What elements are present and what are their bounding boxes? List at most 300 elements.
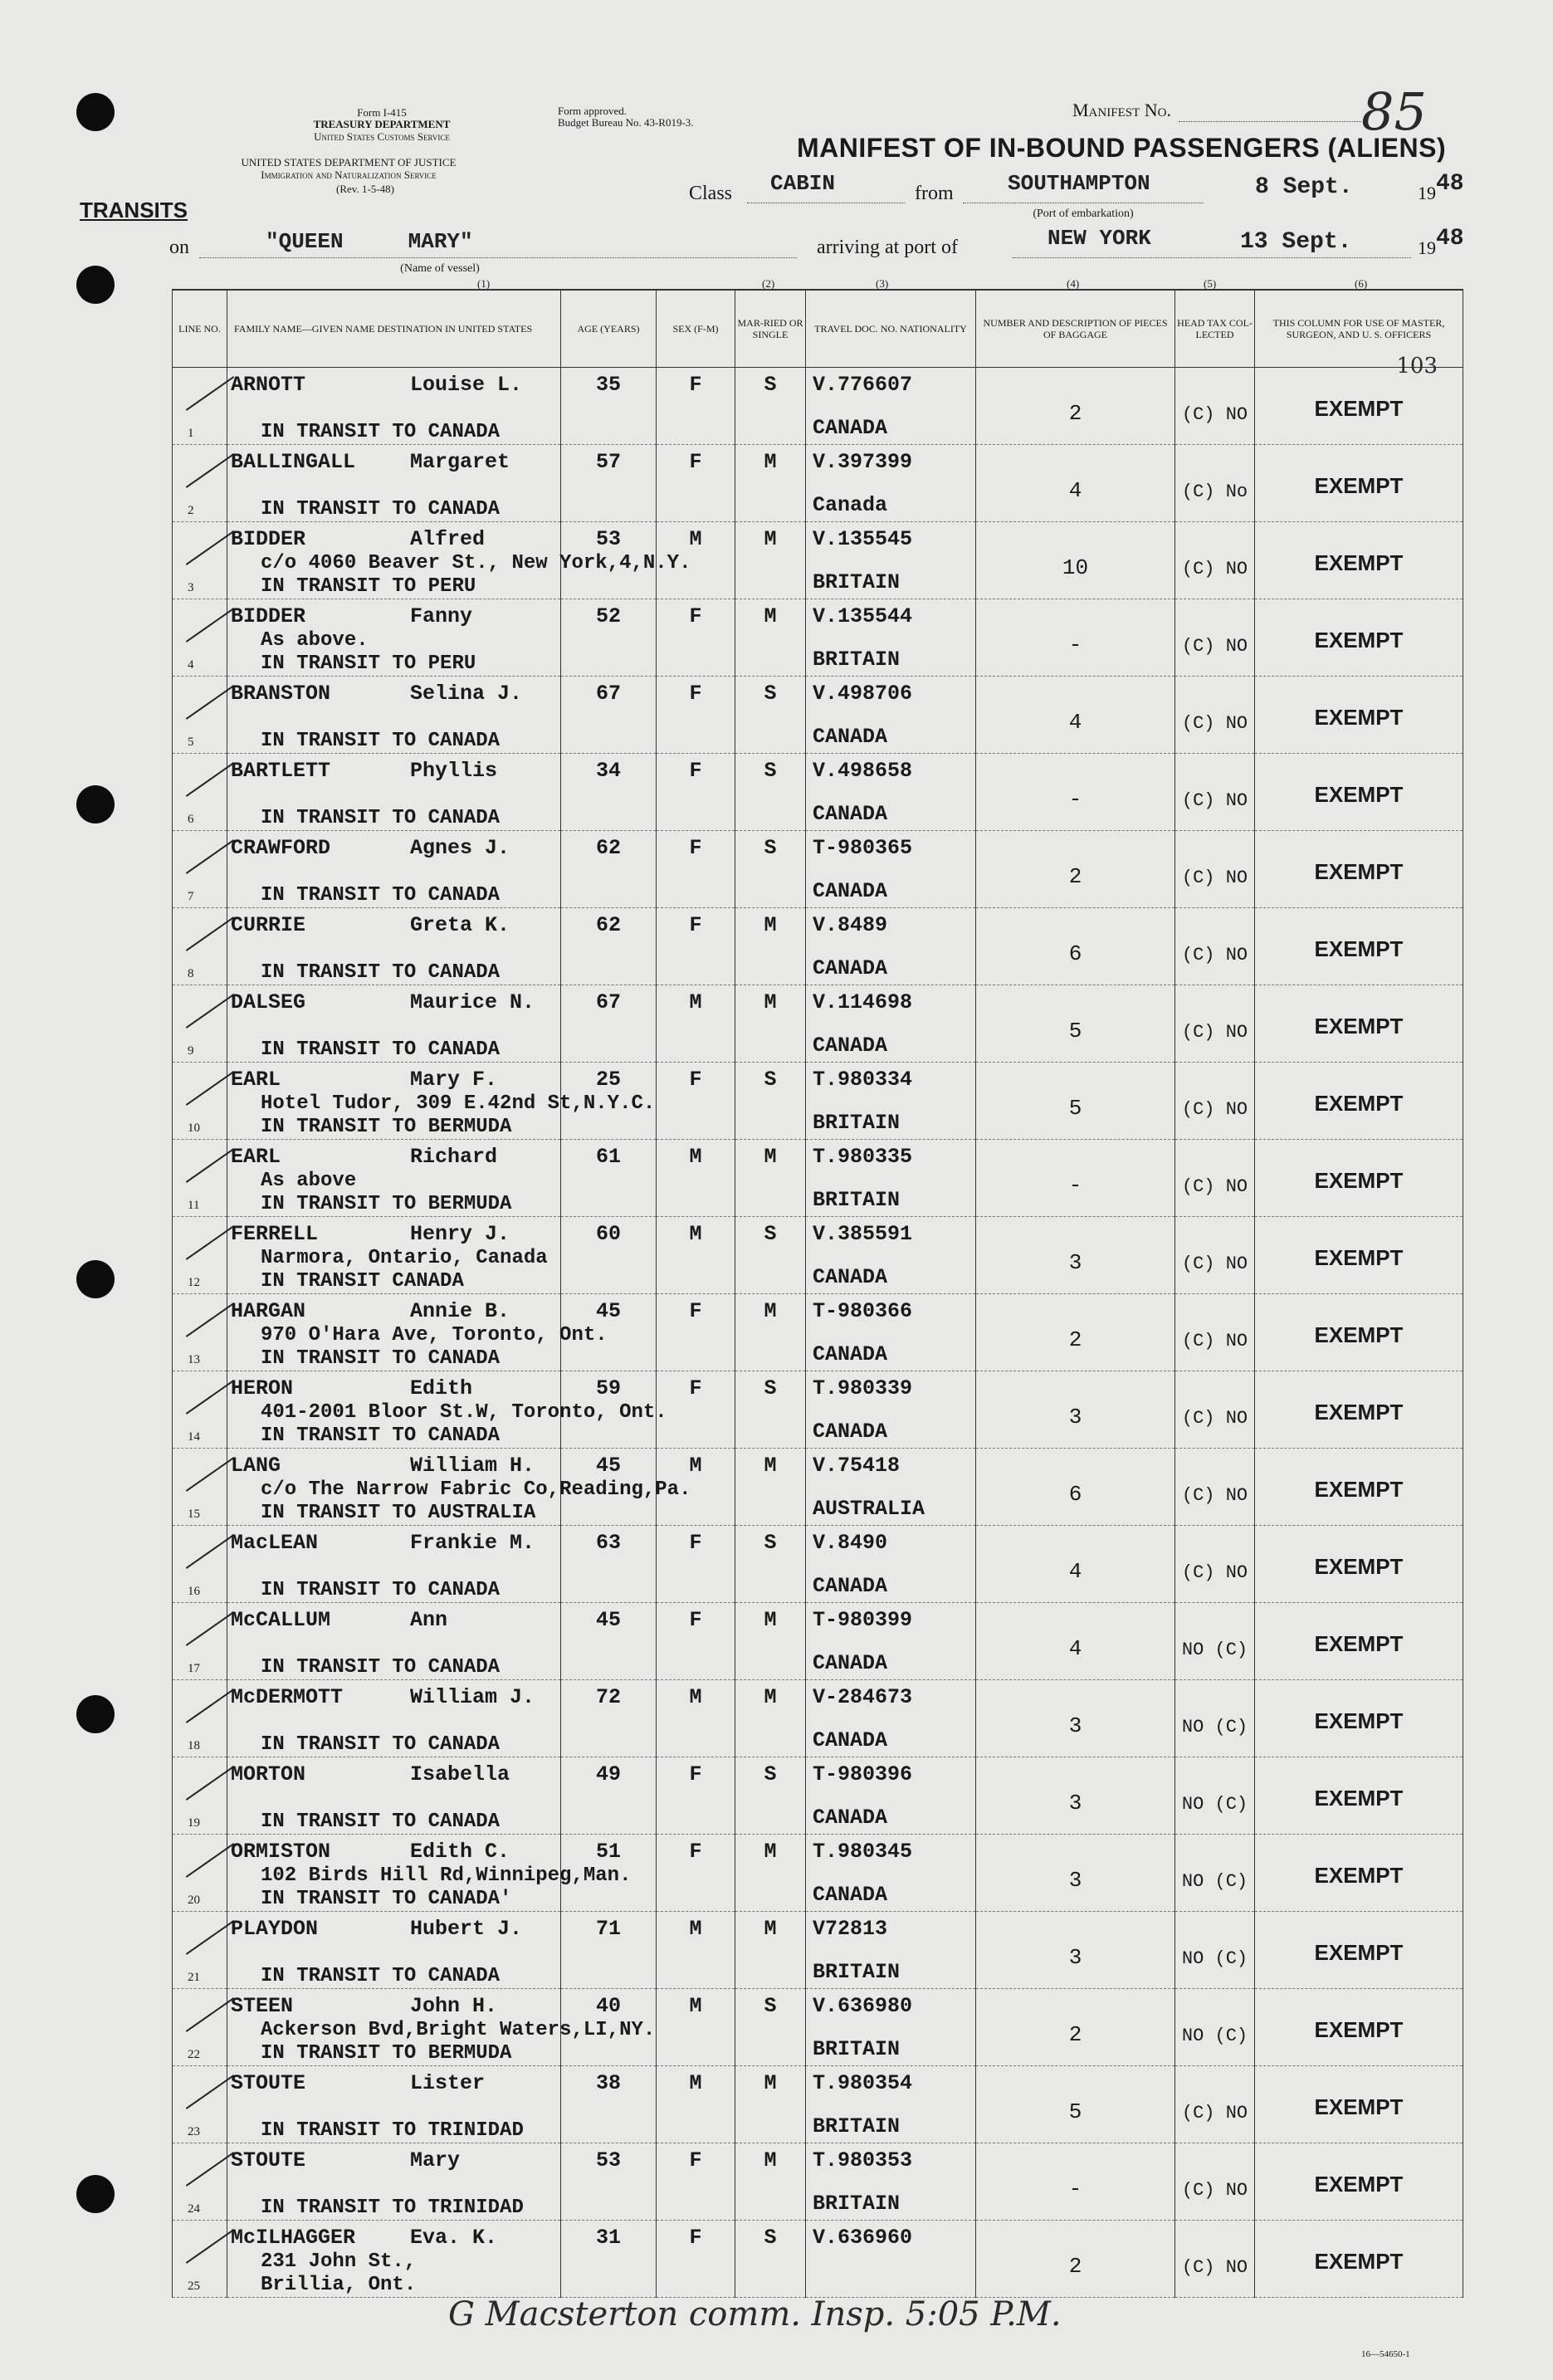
line-number: 11 (188, 1199, 200, 1212)
cell-officer (1255, 1912, 1463, 1989)
destination: IN TRANSIT TO CANADA' (261, 1888, 512, 1910)
cell-line (173, 368, 227, 445)
cell-baggage (976, 908, 1175, 985)
cell-baggage (976, 1757, 1175, 1835)
col-sex: SEX (F-M) (657, 290, 735, 368)
cell-doc (806, 2221, 976, 2298)
cell-baggage (976, 1371, 1175, 1449)
table-row (173, 985, 1463, 1063)
cell-sex (657, 1912, 735, 1989)
exempt-stamp: EXEMPT (1314, 1477, 1404, 1502)
destination: IN TRANSIT TO CANADA (261, 1965, 501, 1987)
cell-doc (806, 1217, 976, 1294)
age: 49 (595, 1762, 621, 1786)
head-tax: (C) NO (1181, 404, 1248, 425)
head-tax: (C) NO (1181, 559, 1248, 579)
class-value: CABIN (770, 171, 836, 196)
destination: IN TRANSIT TO AUSTRALIA (261, 1502, 536, 1524)
head-tax: (C) NO (1181, 1176, 1248, 1197)
travel-doc: V.8489 (813, 913, 888, 937)
binder-hole (76, 266, 115, 304)
sex: M (689, 1917, 702, 1941)
cell-officer (1255, 1989, 1463, 2066)
cell-baggage (976, 1294, 1175, 1371)
cell-age (561, 522, 657, 599)
table-row (173, 1449, 1463, 1526)
given-name: Edith C. (410, 1840, 510, 1864)
cell-age (561, 985, 657, 1063)
cell-tax (1175, 677, 1255, 754)
marital-status: S (764, 759, 777, 783)
head-tax: (C) NO (1181, 1331, 1248, 1351)
cell-name (227, 1912, 561, 1989)
cell-baggage (976, 1140, 1175, 1217)
baggage: 5 (1068, 2099, 1082, 2124)
sex: M (689, 1145, 702, 1169)
given-name: Fanny (410, 604, 473, 628)
nationality: AUSTRALIA (813, 1497, 925, 1521)
cell-baggage (976, 368, 1175, 445)
marital-status: M (764, 2148, 777, 2172)
cell-line (173, 2221, 227, 2298)
cell-baggage (976, 1835, 1175, 1912)
cell-age (561, 1217, 657, 1294)
cell-line (173, 1294, 227, 1371)
family-name: FERRELL (231, 1222, 319, 1246)
cell-doc (806, 368, 976, 445)
travel-doc: T.980339 (813, 1376, 913, 1400)
cell-line (173, 754, 227, 831)
cell-tax (1175, 1140, 1255, 1217)
line-number: 17 (188, 1662, 200, 1675)
cell-age (561, 2066, 657, 2143)
marital-status: S (764, 836, 777, 860)
baggage: 4 (1068, 1559, 1082, 1584)
cell-age (561, 831, 657, 908)
cell-sex (657, 754, 735, 831)
age: 34 (595, 759, 621, 783)
cell-baggage (976, 1680, 1175, 1757)
cell-married (735, 1989, 806, 2066)
passenger-table (172, 289, 1463, 2298)
cell-sex (657, 2066, 735, 2143)
age: 45 (595, 1608, 621, 1632)
cell-tax (1175, 1603, 1255, 1680)
exempt-stamp: EXEMPT (1314, 1322, 1404, 1347)
travel-doc: T.980335 (813, 1145, 913, 1169)
age: 45 (595, 1299, 621, 1323)
family-name: BIDDER (231, 527, 306, 551)
cell-officer (1255, 1757, 1463, 1835)
budget-bureau: Budget Bureau No. 43-R019-3. (558, 116, 694, 129)
sex: F (689, 373, 702, 397)
binder-hole (76, 785, 115, 823)
cell-age (561, 1989, 657, 2066)
line-number: 16 (188, 1585, 200, 1598)
nationality: CANADA (813, 956, 888, 980)
cell-name (227, 445, 561, 522)
table-row (173, 831, 1463, 908)
travel-doc: T-980399 (813, 1608, 913, 1632)
exempt-stamp: EXEMPT (1314, 1400, 1404, 1425)
destination: IN TRANSIT TO CANADA (261, 1579, 501, 1601)
cell-officer (1255, 677, 1463, 754)
cell-name (227, 1757, 561, 1835)
destination: IN TRANSIT TO CANADA (261, 498, 501, 520)
arrive-date: 13 Sept. (1240, 229, 1352, 255)
address: 401-2001 Bloor St.W, Toronto, Ont. (261, 1401, 667, 1424)
head-tax: (C) NO (1181, 636, 1248, 657)
cell-line (173, 1063, 227, 1140)
cell-name (227, 599, 561, 677)
sex: M (689, 1454, 702, 1478)
cell-name (227, 831, 561, 908)
exempt-stamp: EXEMPT (1314, 2172, 1404, 2197)
age: 72 (595, 1685, 621, 1709)
cell-tax (1175, 1449, 1255, 1526)
line-number: 23 (188, 2125, 200, 2138)
travel-doc: T.980345 (813, 1840, 913, 1864)
sex: M (689, 527, 702, 551)
cell-married (735, 1526, 806, 1603)
cell-baggage (976, 677, 1175, 754)
cell-doc (806, 908, 976, 985)
cell-line (173, 445, 227, 522)
col-age: AGE (YEARS) (561, 290, 657, 368)
depart-year: 48 (1436, 171, 1464, 197)
sex: F (689, 604, 702, 628)
address: Ackerson Bvd,Bright Waters,LI,NY. (261, 2019, 656, 2041)
arrive-line (1013, 257, 1411, 258)
marital-status: S (764, 1068, 777, 1092)
baggage: 2 (1068, 2022, 1082, 2047)
travel-doc: V.135544 (813, 604, 913, 628)
exempt-stamp: EXEMPT (1314, 936, 1404, 961)
cell-doc (806, 599, 976, 677)
arrive-year-prefix: 19 (1418, 237, 1436, 258)
given-name: Mary (410, 2148, 461, 2172)
family-name: ORMISTON (231, 1840, 331, 1864)
exempt-stamp: EXEMPT (1314, 1245, 1404, 1270)
cell-baggage (976, 1912, 1175, 1989)
head-tax: (C) NO (1181, 2103, 1248, 2123)
given-name: Phyllis (410, 759, 498, 783)
sex: M (689, 1685, 702, 1709)
nationality: CANADA (813, 1034, 888, 1058)
given-name: Ann (410, 1608, 448, 1632)
sex: F (689, 1608, 702, 1632)
cell-married (735, 1063, 806, 1140)
cell-sex (657, 1526, 735, 1603)
cell-officer (1255, 1835, 1463, 1912)
cell-sex (657, 831, 735, 908)
baggage: 4 (1068, 1636, 1082, 1661)
cell-married (735, 677, 806, 754)
cell-line (173, 1680, 227, 1757)
nationality: BRITAIN (813, 2114, 901, 2138)
family-name: EARL (231, 1068, 281, 1092)
cell-sex (657, 2221, 735, 2298)
family-name: MacLEAN (231, 1531, 319, 1555)
cell-baggage (976, 1217, 1175, 1294)
given-name: Selina J. (410, 682, 523, 706)
vessel-label: (Name of vessel) (400, 262, 480, 275)
cell-doc (806, 445, 976, 522)
given-name: Alfred (410, 527, 486, 551)
cell-married (735, 1912, 806, 1989)
given-name: Louise L. (410, 373, 523, 397)
given-name: Henry J. (410, 1222, 510, 1246)
sex: F (689, 1762, 702, 1786)
cell-line (173, 1757, 227, 1835)
head-tax: NO (C) (1181, 1640, 1248, 1660)
baggage: - (1068, 1173, 1082, 1198)
line-number: 24 (188, 2202, 200, 2216)
family-name: DALSEG (231, 990, 306, 1014)
col-doc: TRAVEL DOC. NO. NATIONALITY (806, 290, 976, 368)
col-num: (3) (876, 277, 889, 290)
cell-baggage (976, 599, 1175, 677)
cell-officer (1255, 2221, 1463, 2298)
head-tax: (C) NO (1181, 945, 1248, 965)
destination: IN TRANSIT TO CANADA (261, 1811, 501, 1833)
line-number: 9 (188, 1044, 194, 1058)
head-tax: (C) No (1181, 481, 1248, 502)
cell-line (173, 522, 227, 599)
cell-line (173, 1371, 227, 1449)
nationality: CANADA (813, 1651, 888, 1675)
destination: IN TRANSIT TO BERMUDA (261, 1193, 512, 1215)
marital-status: S (764, 682, 777, 706)
baggage: 5 (1068, 1096, 1082, 1121)
col-officer (1255, 290, 1463, 379)
line-number: 25 (188, 2280, 200, 2293)
cell-baggage (976, 1989, 1175, 2066)
travel-doc: T.980353 (813, 2148, 913, 2172)
manifest-no-line (1179, 121, 1361, 122)
cell-line (173, 1835, 227, 1912)
marital-status: S (764, 2226, 777, 2250)
baggage: 6 (1068, 1482, 1082, 1507)
col-line: LINE NO. (173, 290, 227, 368)
head-tax: NO (C) (1181, 1871, 1248, 1892)
from-label: from (915, 183, 954, 204)
cell-baggage (976, 831, 1175, 908)
cell-name (227, 368, 561, 445)
marital-status: M (764, 913, 777, 937)
address: 102 Birds Hill Rd,Winnipeg,Man. (261, 1864, 632, 1887)
given-name: Richard (410, 1145, 498, 1169)
cell-doc (806, 1757, 976, 1835)
cell-sex (657, 1989, 735, 2066)
cell-name (227, 677, 561, 754)
cell-married (735, 1140, 806, 1217)
destination: IN TRANSIT TO BERMUDA (261, 1116, 512, 1138)
marital-status: S (764, 1531, 777, 1555)
cell-baggage (976, 445, 1175, 522)
cell-age (561, 1912, 657, 1989)
cell-line (173, 1526, 227, 1603)
cell-officer (1255, 445, 1463, 522)
given-name: Isabella (410, 1762, 510, 1786)
exempt-stamp: EXEMPT (1314, 1091, 1404, 1116)
cell-married (735, 2066, 806, 2143)
cell-officer (1255, 908, 1463, 985)
on-label: on (169, 237, 189, 258)
table-row (173, 1680, 1463, 1757)
cell-doc (806, 522, 976, 599)
cell-sex (657, 677, 735, 754)
cell-name (227, 1680, 561, 1757)
line-number: 5 (188, 736, 194, 749)
sex: M (689, 1222, 702, 1246)
cell-tax (1175, 1294, 1255, 1371)
line-number: 4 (188, 658, 194, 672)
table-row (173, 677, 1463, 754)
table-row (173, 445, 1463, 522)
age: 31 (595, 2226, 621, 2250)
line-number: 6 (188, 813, 194, 826)
cell-doc (806, 1294, 976, 1371)
nationality: CANADA (813, 1265, 888, 1289)
cell-tax (1175, 599, 1255, 677)
line-number: 3 (188, 581, 194, 594)
age: 63 (595, 1531, 621, 1555)
cell-tax (1175, 1217, 1255, 1294)
cell-married (735, 1603, 806, 1680)
baggage: 2 (1068, 2254, 1082, 2279)
address: c/o 4060 Beaver St., New York,4,N.Y. (261, 552, 691, 574)
doj-label: UNITED STATES DEPARTMENT OF JUSTICE (241, 156, 457, 169)
cell-doc (806, 1063, 976, 1140)
cell-line (173, 1449, 227, 1526)
given-name: William J. (410, 1685, 535, 1709)
line-number: 8 (188, 967, 194, 980)
cell-married (735, 1449, 806, 1526)
line-number: 21 (188, 1971, 200, 1984)
age: 45 (595, 1454, 621, 1478)
given-name: Annie B. (410, 1299, 510, 1323)
line-number: 10 (188, 1122, 200, 1135)
family-name: BIDDER (231, 604, 306, 628)
travel-doc: V.498706 (813, 682, 913, 706)
cell-doc (806, 1140, 976, 1217)
customs-service: United States Customs Service (314, 130, 450, 143)
cell-tax (1175, 2143, 1255, 2221)
head-tax: (C) NO (1181, 713, 1248, 734)
exempt-stamp: EXEMPT (1314, 859, 1404, 884)
cell-officer (1255, 368, 1463, 445)
cell-baggage (976, 2066, 1175, 2143)
col-baggage: NUMBER AND DESCRIPTION OF PIECES OF BAGGAGE (976, 290, 1175, 368)
nationality: CANADA (813, 1806, 888, 1830)
cell-officer (1255, 522, 1463, 599)
cell-married (735, 599, 806, 677)
cell-doc (806, 831, 976, 908)
travel-doc: V.636980 (813, 1994, 913, 2018)
form-code: 16—54650-1 (1361, 2349, 1410, 2359)
sex: F (689, 450, 702, 474)
cell-age (561, 677, 657, 754)
cell-sex (657, 522, 735, 599)
table-row (173, 1294, 1463, 1371)
table-row (173, 1835, 1463, 1912)
col-name: FAMILY NAME—GIVEN NAME DESTINATION IN UNITED STATES (227, 290, 561, 368)
marital-status: M (764, 1454, 777, 1478)
cell-doc (806, 1371, 976, 1449)
cell-line (173, 908, 227, 985)
cell-doc (806, 754, 976, 831)
col-num: (4) (1067, 277, 1080, 290)
cell-sex (657, 1757, 735, 1835)
transits-label: TRANSITS (80, 198, 188, 222)
given-name: Eva. K. (410, 2226, 498, 2250)
head-tax: (C) NO (1181, 1099, 1248, 1120)
sex: F (689, 2226, 702, 2250)
marital-status: S (764, 1762, 777, 1786)
marital-status: S (764, 373, 777, 397)
nationality: CANADA (813, 1420, 888, 1444)
family-name: CRAWFORD (231, 836, 331, 860)
officer-total: 103 (1396, 354, 1438, 379)
cell-sex (657, 1449, 735, 1526)
family-name: CURRIE (231, 913, 306, 937)
baggage: 3 (1068, 1945, 1082, 1970)
nationality: CANADA (813, 1728, 888, 1752)
line-number: 1 (188, 427, 194, 440)
travel-doc: V.385591 (813, 1222, 913, 1246)
family-name: BARTLETT (231, 759, 331, 783)
address: Hotel Tudor, 309 E.42nd St,N.Y.C. (261, 1092, 656, 1115)
cell-age (561, 1526, 657, 1603)
table-row (173, 908, 1463, 985)
family-name: STOUTE (231, 2071, 306, 2095)
cell-officer (1255, 1063, 1463, 1140)
destination: IN TRANSIT TO PERU (261, 575, 476, 598)
given-name: Maurice N. (410, 990, 535, 1014)
officer-col-label: THIS COLUMN FOR USE OF MASTER, SURGEON, AND U. S. OFFICERS (1272, 317, 1445, 340)
port-embark-label: (Port of embarkation) (1033, 208, 1134, 220)
cell-officer (1255, 1217, 1463, 1294)
line-number: 22 (188, 2048, 200, 2061)
cell-line (173, 1217, 227, 1294)
cell-sex (657, 445, 735, 522)
baggage: 5 (1068, 1019, 1082, 1043)
head-tax: (C) NO (1181, 2180, 1248, 2201)
cell-name (227, 754, 561, 831)
destination: Brillia, Ont. (261, 2274, 417, 2296)
cell-baggage (976, 1063, 1175, 1140)
exempt-stamp: EXEMPT (1314, 782, 1404, 807)
cell-tax (1175, 1912, 1255, 1989)
cell-officer (1255, 1680, 1463, 1757)
age: 59 (595, 1376, 621, 1400)
marital-status: M (764, 1917, 777, 1941)
nationality: BRITAIN (813, 570, 901, 594)
sex: F (689, 1531, 702, 1555)
nationality: BRITAIN (813, 1111, 901, 1135)
arrive-year: 48 (1436, 226, 1464, 252)
marital-status: M (764, 1685, 777, 1709)
destination: IN TRANSIT TO CANADA (261, 730, 501, 752)
age: 53 (595, 527, 621, 551)
family-name: McCALLUM (231, 1608, 331, 1632)
table-row (173, 2066, 1463, 2143)
cell-officer (1255, 599, 1463, 677)
col-num: (2) (762, 277, 775, 290)
sex: F (689, 913, 702, 937)
manifest-no-label: Manifest No. (1072, 100, 1171, 120)
